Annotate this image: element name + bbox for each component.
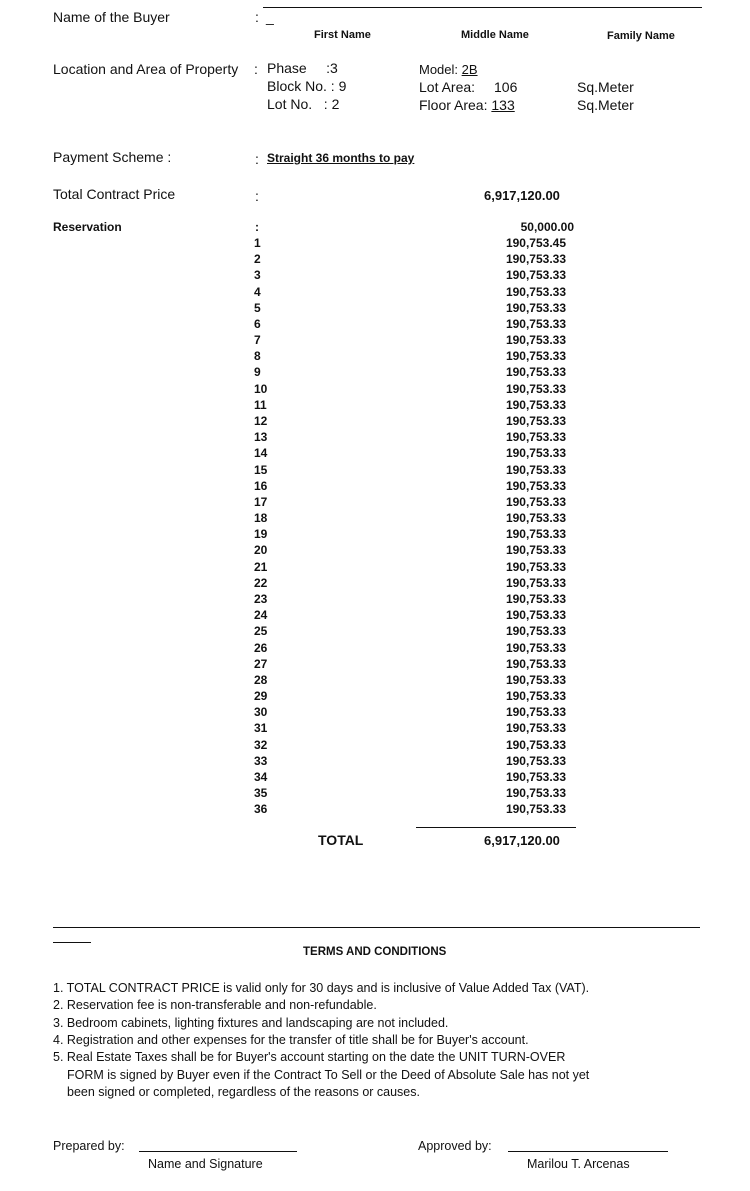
installment-number: 36	[254, 802, 268, 817]
installment-amount: 190,753.33	[505, 689, 566, 704]
buyer-colon: :	[255, 9, 259, 25]
installment-amount: 190,753.33	[505, 430, 566, 445]
installment-number: 33	[254, 753, 268, 768]
installment-number: 35	[254, 786, 268, 801]
installment-amount: 190,753.33	[505, 284, 566, 299]
installment-amount: 190,753.33	[505, 252, 566, 267]
installment-amount: 190,753.33	[505, 802, 566, 817]
installment-number: 27	[254, 656, 268, 671]
family-name-label: Family Name	[607, 30, 675, 42]
buyer-label: Name of the Buyer	[53, 9, 170, 25]
approved-by-caption: Marilou T. Arcenas	[527, 1157, 630, 1171]
installment-number: 30	[254, 705, 268, 720]
installment-amount: 190,753.33	[505, 608, 566, 623]
installment-amount: 190,753.33	[505, 640, 566, 655]
buyer-name-value: _	[266, 9, 274, 25]
term-5: 5. Real Estate Taxes shall be for Buyer's account starting on the date the UNIT TURN-OVER	[53, 1050, 566, 1064]
installment-number: 29	[254, 689, 268, 704]
approved-by-line	[508, 1151, 668, 1152]
installment-number: 1	[254, 236, 261, 250]
installment-number: 34	[254, 769, 268, 784]
installment-amount: 190,753.33	[505, 656, 566, 671]
installment-number: 32	[254, 737, 268, 752]
installment-number: 16	[254, 478, 268, 493]
installment-amount: 190,753.33	[505, 511, 566, 526]
tcp-colon: :	[255, 188, 259, 204]
installment-number: 18	[254, 511, 268, 526]
prepared-by-label: Prepared by:	[53, 1139, 125, 1153]
installment-amount: 190,753.33	[505, 478, 566, 493]
reservation-colon: :	[255, 220, 259, 234]
installment-amount: 190,753.33	[505, 753, 566, 768]
installment-number: 9	[254, 365, 261, 380]
installment-number: 15	[254, 462, 268, 477]
installment-number: 8	[254, 349, 261, 364]
installment-amount: 190,753.33	[505, 381, 566, 396]
floor-area-unit: Sq.Meter	[577, 97, 634, 113]
payment-scheme-label: Payment Scheme :	[53, 149, 172, 165]
prepared-by-caption: Name and Signature	[148, 1157, 263, 1171]
installment-number: 4	[254, 284, 261, 299]
model-field	[419, 62, 478, 77]
installment-amount: 190,753.33	[505, 494, 566, 509]
property-label: Location and Area of Property	[53, 61, 239, 77]
installment-number: 21	[254, 559, 268, 574]
floor-area-value: 133	[491, 97, 515, 113]
installment-number: 7	[254, 333, 261, 348]
buyer-name-line	[263, 7, 702, 8]
installment-number: 24	[254, 608, 268, 623]
term-3: 3. Bedroom cabinets, lighting fixtures and landscaping are not included.	[53, 1016, 449, 1030]
installment-amount: 190,753.33	[505, 559, 566, 574]
model-value: 2B	[461, 62, 478, 77]
installment-number: 13	[254, 430, 268, 445]
installment-number: 11	[254, 397, 267, 412]
installment-amount: 190,753.33	[505, 672, 566, 687]
installment-amount: 190,753.33	[505, 333, 566, 348]
installment-number: 17	[254, 494, 268, 509]
term-5-cont-2: been signed or completed, regardless of the reasons or causes.	[67, 1085, 420, 1099]
term-2: 2. Reservation fee is non-transferable and non-refundable.	[53, 998, 377, 1012]
model-label: Model:	[419, 62, 462, 77]
installment-number: 3	[254, 268, 261, 283]
installment-amount: 190,753.33	[505, 316, 566, 331]
installment-amount: 190,753.33	[505, 397, 566, 412]
installment-number: 26	[254, 640, 268, 655]
term-4: 4. Registration and other expenses for the transfer of title shall be for Buyer's account.	[53, 1033, 529, 1047]
installment-number: 2	[254, 252, 261, 267]
installment-number: 5	[254, 300, 261, 315]
installment-number: 12	[254, 413, 268, 428]
installment-amount: 190,753.33	[505, 413, 566, 428]
tcp-value: 6,917,120.00	[484, 188, 560, 203]
installment-amount: 190,753.33	[505, 705, 566, 720]
lot-area-value: 106	[494, 79, 518, 95]
approved-by-label: Approved by:	[418, 1139, 492, 1153]
installment-amount: 190,753.33	[505, 786, 566, 801]
installment-amount: 190,753.45	[505, 236, 566, 250]
reservation-amount: 50,000.00	[520, 220, 574, 234]
floor-area-label: Floor Area:	[419, 97, 492, 113]
lot-area-label: Lot Area:	[419, 79, 476, 95]
installment-amount: 190,753.33	[505, 737, 566, 752]
lot-field: Lot No. : 2	[267, 96, 340, 112]
installment-number: 10	[254, 381, 268, 396]
installment-number: 25	[254, 624, 268, 639]
terms-divider	[53, 927, 700, 928]
installment-number: 23	[254, 591, 268, 606]
installment-number: 28	[254, 672, 268, 687]
first-name-label: First Name	[314, 29, 371, 41]
block-field: Block No. : 9	[267, 78, 347, 94]
installment-number: 31	[254, 721, 268, 736]
installment-amount: 190,753.33	[505, 446, 566, 461]
installment-amount: 190,753.33	[505, 365, 566, 380]
installment-amount: 190,753.33	[505, 300, 566, 315]
installment-amount: 190,753.33	[505, 721, 566, 736]
phase-field: Phase :3	[267, 60, 338, 76]
tcp-label: Total Contract Price	[53, 186, 176, 202]
lot-area-unit: Sq.Meter	[577, 79, 634, 95]
total-rule	[416, 827, 576, 828]
installment-amount: 190,753.33	[505, 624, 566, 639]
installment-amount: 190,753.33	[505, 769, 566, 784]
installment-amount: 190,753.33	[505, 591, 566, 606]
total-value: 6,917,120.00	[484, 833, 560, 848]
installment-amount: 190,753.33	[505, 268, 566, 283]
installment-amount: 190,753.33	[505, 543, 566, 558]
floor-area-field	[419, 97, 515, 113]
property-colon: :	[254, 61, 258, 77]
installment-number: 14	[254, 446, 268, 461]
payment-scheme-value: Straight 36 months to pay	[267, 151, 415, 165]
installment-amount: 190,753.33	[505, 527, 566, 542]
middle-name-label: Middle Name	[461, 29, 529, 41]
terms-title: TERMS AND CONDITIONS	[303, 946, 447, 958]
installment-number: 19	[254, 527, 268, 542]
term-5-cont-1: FORM is signed by Buyer even if the Contract To Sell or the Deed of Absolute Sale has not yet	[67, 1068, 590, 1082]
installment-amount: 190,753.33	[505, 462, 566, 477]
terms-divider-short	[53, 942, 91, 943]
term-1: 1. TOTAL CONTRACT PRICE is valid only for 30 days and is inclusive of Value Added Tax (VAT).	[53, 981, 590, 995]
installment-amount: 190,753.33	[505, 349, 566, 364]
installment-number: 22	[254, 575, 268, 590]
prepared-by-line	[139, 1151, 297, 1152]
installment-number: 20	[254, 543, 268, 558]
payment-scheme-colon: :	[255, 151, 259, 167]
installment-number: 6	[254, 316, 261, 331]
total-label: TOTAL	[318, 832, 364, 848]
installment-amount: 190,753.33	[505, 575, 566, 590]
reservation-label: Reservation	[53, 220, 122, 234]
